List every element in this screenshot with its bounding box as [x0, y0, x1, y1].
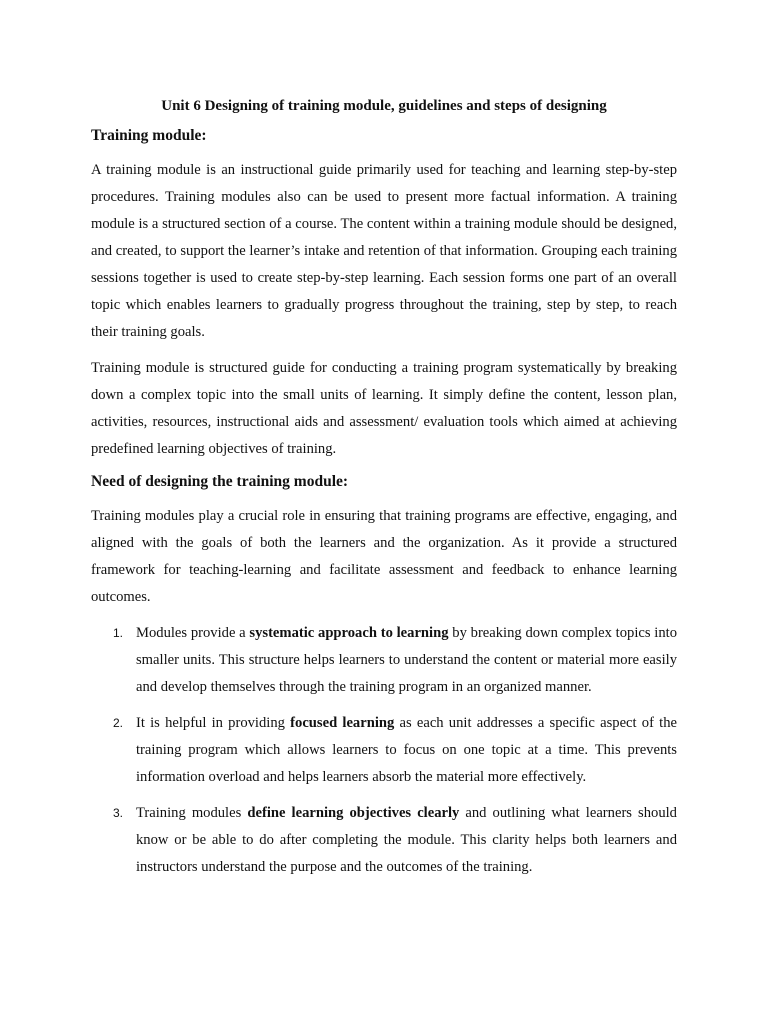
list-item-number: 2. [113, 716, 124, 730]
list-item-number: 1. [113, 626, 124, 640]
paragraph-need-intro: Training modules play a crucial role in ensuring that training programs are effective, engaging, and aligned with the goals of both the learners and the organization. As it provide a structured framework for teaching-learning and facilitate assessment and feedback to enhance learning outcomes. [91, 508, 677, 605]
list-item-text-after: as each unit addresses a specific aspect of the training program which allows learners to focus on one topic at a time. This prevents information overload and helps learners absorb the material more effectively. [136, 715, 677, 785]
list-item [91, 710, 677, 791]
paragraph-definition: A training module is an instructional guide primarily used for teaching and learning step-by-step procedures. Training modules also can be used to present more factual information. A training module is a structured section of a course. The content within a training module should be designed, and created, to support the learner’s intake and retention of that information. Grouping each training sessions together is used to create step-by-step learning. Each session forms one part of an overall topic which enables learners to gradually progress throughout the training, step by step, to reach their training goals. [91, 162, 677, 340]
paragraph-structured-guide: Training module is structured guide for conducting a training program systematically by breaking down a complex topic into the small units of learning. It simply define the content, lesson plan, activities, resources, instructional aids and assessment/ evaluation tools which aimed at achieving predefined learning objectives of training. [91, 360, 677, 457]
list-item-bold-phrase: define learning objectives clearly [247, 805, 460, 821]
section-heading-training-module: Training module: [91, 127, 207, 144]
list-item-bold-phrase: focused learning [290, 715, 395, 731]
list-item-text-before: Modules provide a [136, 625, 250, 641]
list-item-text-after: and outlining what learners should know or be able to do after completing the module. This clarity helps both learners and instructors understand the purpose and the outcomes of the training. [136, 805, 677, 875]
need-list [91, 620, 677, 881]
document-title: Unit 6 Designing of training module, guidelines and steps of designing [161, 98, 607, 114]
list-item [91, 800, 677, 881]
document-content [91, 96, 677, 890]
list-item-text-before: Training modules [136, 805, 248, 821]
section-heading-need-of-designing: Need of designing the training module: [91, 473, 349, 490]
list-item [91, 620, 677, 701]
list-item-text-before: It is helpful in providing [136, 715, 291, 731]
list-item-text-after: by breaking down complex topics into smaller units. This structure helps learners to understand the content or material more easily and develop themselves through the training program in an organized manner. [136, 625, 677, 695]
list-item-number: 3. [113, 806, 124, 820]
list-item-bold-phrase: systematic approach to learning [249, 625, 449, 641]
